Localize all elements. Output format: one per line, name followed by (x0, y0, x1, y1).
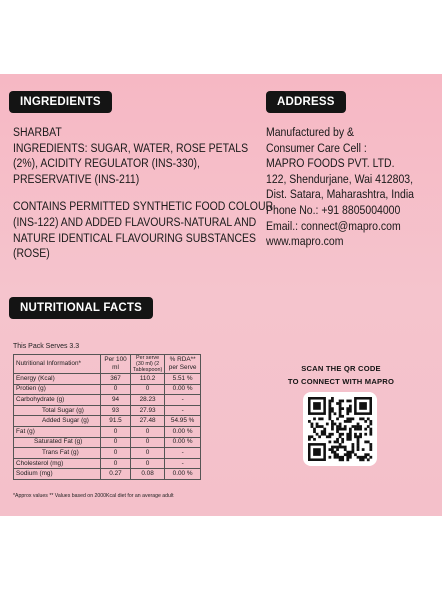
nutrition-heading: NUTRITIONAL FACTS (9, 297, 153, 319)
table-cell: 0 (101, 448, 131, 459)
column-header: Nutritional Information* (14, 355, 101, 374)
nutrition-table (13, 354, 201, 480)
table-cell: 0.00 % (165, 426, 201, 437)
address-text (266, 125, 438, 250)
table-cell: - (165, 405, 201, 416)
table-row (14, 374, 201, 385)
serves-text: This Pack Serves 3.3 (13, 343, 80, 350)
table-cell: 5.51 % (165, 374, 201, 385)
address-line: MAPRO FOODS PVT. LTD. (266, 156, 395, 171)
table-cell: 0.00 % (165, 437, 201, 448)
table-cell: 110.2 (130, 374, 164, 385)
address-line: 122, Shendurjane, Wai 412803, (266, 171, 414, 186)
table-row (14, 405, 201, 416)
table-row (14, 458, 201, 469)
column-header: Per 100 ml (101, 355, 131, 374)
table-cell: 0.27 (101, 469, 131, 480)
table-cell: 0 (130, 384, 164, 395)
qr-code-icon[interactable] (303, 392, 377, 466)
table-row (14, 416, 201, 427)
table-row (14, 448, 201, 459)
qr-caption-line-1: SCAN THE QR CODE (301, 364, 381, 373)
table-cell: 93 (101, 405, 131, 416)
address-line: Manufactured by & (266, 125, 354, 139)
table-cell: Total Sugar (g) (14, 405, 101, 416)
table-row (14, 469, 201, 480)
table-cell: 27.48 (130, 416, 164, 427)
table-cell: 27.93 (130, 405, 164, 416)
table-cell: - (165, 448, 201, 459)
table-cell: 0 (130, 426, 164, 437)
table-row (14, 395, 201, 406)
table-cell: 0 (130, 458, 164, 469)
table-cell: Energy (Kcal) (14, 374, 101, 385)
table-cell: 28.23 (130, 395, 164, 406)
table-cell: - (165, 458, 201, 469)
table-cell: - (165, 395, 201, 406)
ingredients-line (13, 187, 273, 199)
address-line: Consumer Care Cell : (266, 140, 367, 155)
table-cell: 0 (101, 437, 131, 448)
table-cell: Protien (g) (14, 384, 101, 395)
table-row (14, 437, 201, 448)
address-line: www.mapro.com (266, 234, 344, 249)
address-line: Phone No.: +91 8805004000 (266, 202, 401, 217)
qr-caption (266, 362, 416, 388)
ingredients-line: (2%), ACIDITY REGULATOR (INS-330), (13, 156, 200, 171)
ingredients-line: NATURE IDENTICAL FLAVOURING SUBSTANCES (13, 230, 257, 245)
table-cell: Fat (g) (14, 426, 101, 437)
table-cell: Sodium (mg) (14, 469, 101, 480)
ingredients-line: (ROSE) (13, 246, 50, 261)
table-cell: 0 (101, 458, 131, 469)
table-cell: Saturated Fat (g) (14, 437, 101, 448)
table-cell: Added Sugar (g) (14, 416, 101, 427)
ingredients-line: (INS-122) AND ADDED FLAVOURS-NATURAL AND (13, 214, 257, 229)
table-cell: 0.08 (130, 469, 164, 480)
table-cell: 0 (101, 426, 131, 437)
ingredients-line: PRESERVATIVE (INS-211) (13, 171, 140, 186)
table-cell: Trans Fat (g) (14, 448, 101, 459)
qr-caption-line-2: TO CONNECT WITH MAPRO (287, 377, 395, 386)
qr-code-graphic (303, 392, 377, 466)
table-cell: Carbohydrate (g) (14, 395, 101, 406)
table-row (14, 426, 201, 437)
table-cell: Cholesterol (mg) (14, 458, 101, 469)
ingredients-heading: INGREDIENTS (9, 91, 112, 113)
table-cell: 0 (130, 437, 164, 448)
address-heading: ADDRESS (266, 91, 346, 113)
address-line: Dist. Satara, Maharashtra, India (266, 187, 414, 202)
table-header-row (14, 355, 201, 374)
table-row (14, 384, 201, 395)
address-line: Email.: connect@mapro.com (266, 218, 401, 233)
table-cell: 367 (101, 374, 131, 385)
ingredients-line: CONTAINS PERMITTED SYNTHETIC FOOD COLOUR (13, 199, 274, 214)
table-cell: 0 (130, 448, 164, 459)
table-cell: 0 (101, 384, 131, 395)
ingredients-line: SHARBAT (13, 125, 62, 139)
table-cell: 0.00 % (165, 384, 201, 395)
table-cell: 54.95 % (165, 416, 201, 427)
table-cell: 94 (101, 395, 131, 406)
table-footnote: *Approx values ** Values based on 2000Kcal diet for an average adult (13, 493, 174, 499)
table-cell: 91.5 (101, 416, 131, 427)
ingredients-line: INGREDIENTS: SUGAR, WATER, ROSE PETALS (13, 140, 249, 155)
column-header: Per serve (30 ml) (2 Tablespoon) (130, 355, 164, 374)
table-cell: 0.00 % (165, 469, 201, 480)
column-header: % RDA** per Serve (165, 355, 201, 374)
